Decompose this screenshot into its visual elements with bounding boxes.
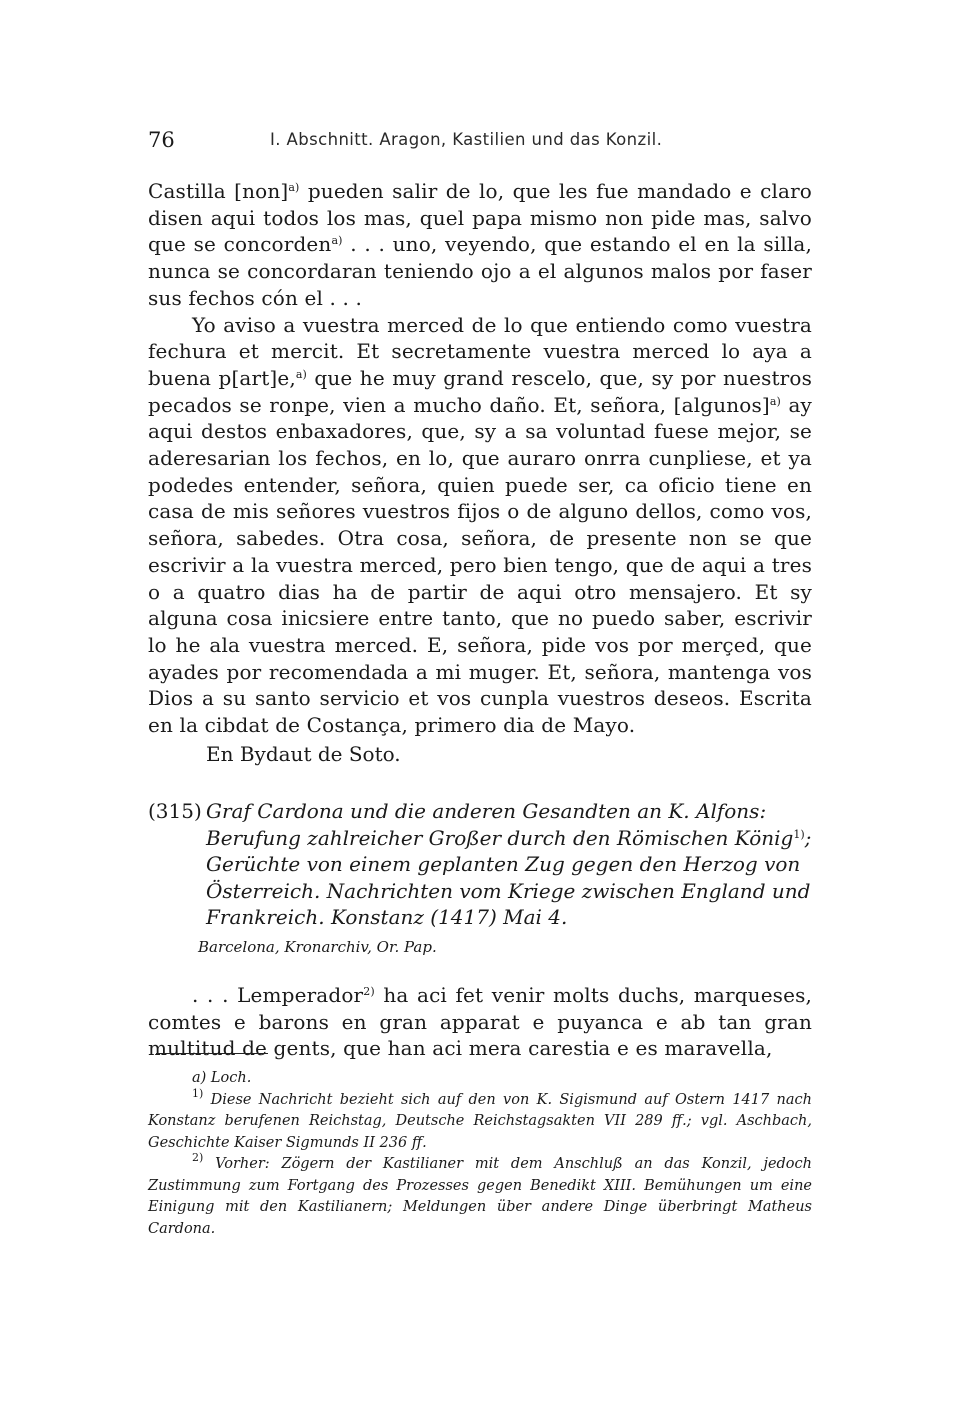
footnote-text: Vorher: Zögern der Kastilianer mit dem Anschluß an das Konzil, jedoch Zustimmung zum Fortgang des Prozesses gegen Benedikt XIII. Bemühungen um eine Einigung mit den Kastilianern; Meldungen über andere Dinge überbringt Matheus Cardona. <box>148 1156 812 1237</box>
footnotes <box>148 1068 812 1240</box>
footnote-separator <box>156 1053 268 1054</box>
page-number: 76 <box>148 128 175 152</box>
text-run: Castilla [non] <box>148 179 289 203</box>
document-text <box>148 962 812 1082</box>
text-run: que he muy grand rescelo, que, sy por nuestros pecados se ronpe, vien a mucho daño. Et, señora, [algunos] <box>148 365 812 417</box>
footnote-mark: 2) <box>192 1151 204 1164</box>
text-run: Graf Cardona und die anderen Gesandten an K. Alfons: Berufung zahlreicher Großer durch den Römischen König <box>206 799 794 850</box>
footnote-2 <box>148 1151 812 1240</box>
letter-paragraph-2 <box>148 312 812 739</box>
footnote-a: a) Loch. <box>192 1070 252 1086</box>
document-paragraph <box>148 982 812 1062</box>
footnote-ref: 1) <box>793 827 805 841</box>
document-heading <box>148 798 812 931</box>
archival-source: Barcelona, Kronarchiv, Or. Pap. <box>198 938 437 956</box>
text-run: . . . uno, veyendo, que estando el en la silla, nunca se concordaran teniendo ojo a el algunos malos por faser sus fechos cón el . . . <box>148 232 812 310</box>
text-run: ; Gerüchte von einem geplanten Zug gegen den Herzog von Österreich. Nachrichten vom Kriege zwischen England und Frankreich. Konstanz (1417) Mai 4. <box>206 825 812 930</box>
letter-signature: En Bydaut de Soto. <box>206 742 401 766</box>
letter-paragraph-1 <box>148 178 812 312</box>
letter-text <box>148 178 812 739</box>
footnote-ref: a) <box>288 181 300 194</box>
footnote-ref: a) <box>295 367 307 381</box>
document-number: (315) <box>148 799 202 823</box>
text-run: pueden salir de lo, que les fue mandado e claro disen aqui todos los mas, quel papa mismo non pide mas, salvo que se concorden <box>148 179 812 257</box>
footnote-mark: 1) <box>192 1086 204 1100</box>
text-run: Yo aviso a vuestra merced de lo que entiendo como vuestra fechura et mercit. Et secretamente vuestra merced lo aya a buena p[art]e, <box>148 312 812 390</box>
text-run: ay aqui destos enbaxadores, que, sy a sa voluntad fuese mejor, se aderesarian los fechos, en lo, que auraro onrra cunpliese, et ya podedes entender, señora, quien puede ser, ca oficio tiene en casa de mis señores vuestros fijos o de alguno dellos, como vos, señora, sabedes. Otra cosa, señora, de presente non se que escrivir a la vuestra merced, pero bien tengo, que de aqui a tres o a quatro dias ha de partir de aqui otro mensajero. Et sy alguna cosa inicsiere entre tanto, que no puedo saber, escrivir lo he ala vuestra merced. E, señora, pide vos por merçed, que ayades por recomendada a mi muger. Et, señora, mantenga vos Dios a su santo servicio et vos cunpla vuestros deseos. Escrita en la cibdat de Costança, primero dia de Mayo. <box>148 392 812 738</box>
text-run: . . . Lemperador <box>192 983 364 1007</box>
footnote-ref: 2) <box>363 985 375 998</box>
running-head <box>148 128 812 158</box>
text-run: ha aci fet venir molts duchs, marqueses, comtes e barons en gran apparat e puyanca e ab tan gran multitud de gents, que han aci mera carestia e es maravella, <box>148 983 812 1061</box>
footnote-ref: a) <box>331 234 343 248</box>
footnote-text: Diese Nachricht bezieht sich auf den von K. Sigismund auf Ostern 1417 nach Konstanz berufenen Reichstag, Deutsche Reichstagsakten VII 289 ff.; vgl. Aschbach, Geschichte Kaiser Sigmunds II 236 ff. <box>148 1091 812 1151</box>
footnote-1 <box>148 1086 812 1155</box>
running-title: I. Abschnitt. Aragon, Kastilien und das Konzil. <box>270 130 663 149</box>
document-title <box>206 798 812 931</box>
footnote-ref: a) <box>769 394 781 408</box>
